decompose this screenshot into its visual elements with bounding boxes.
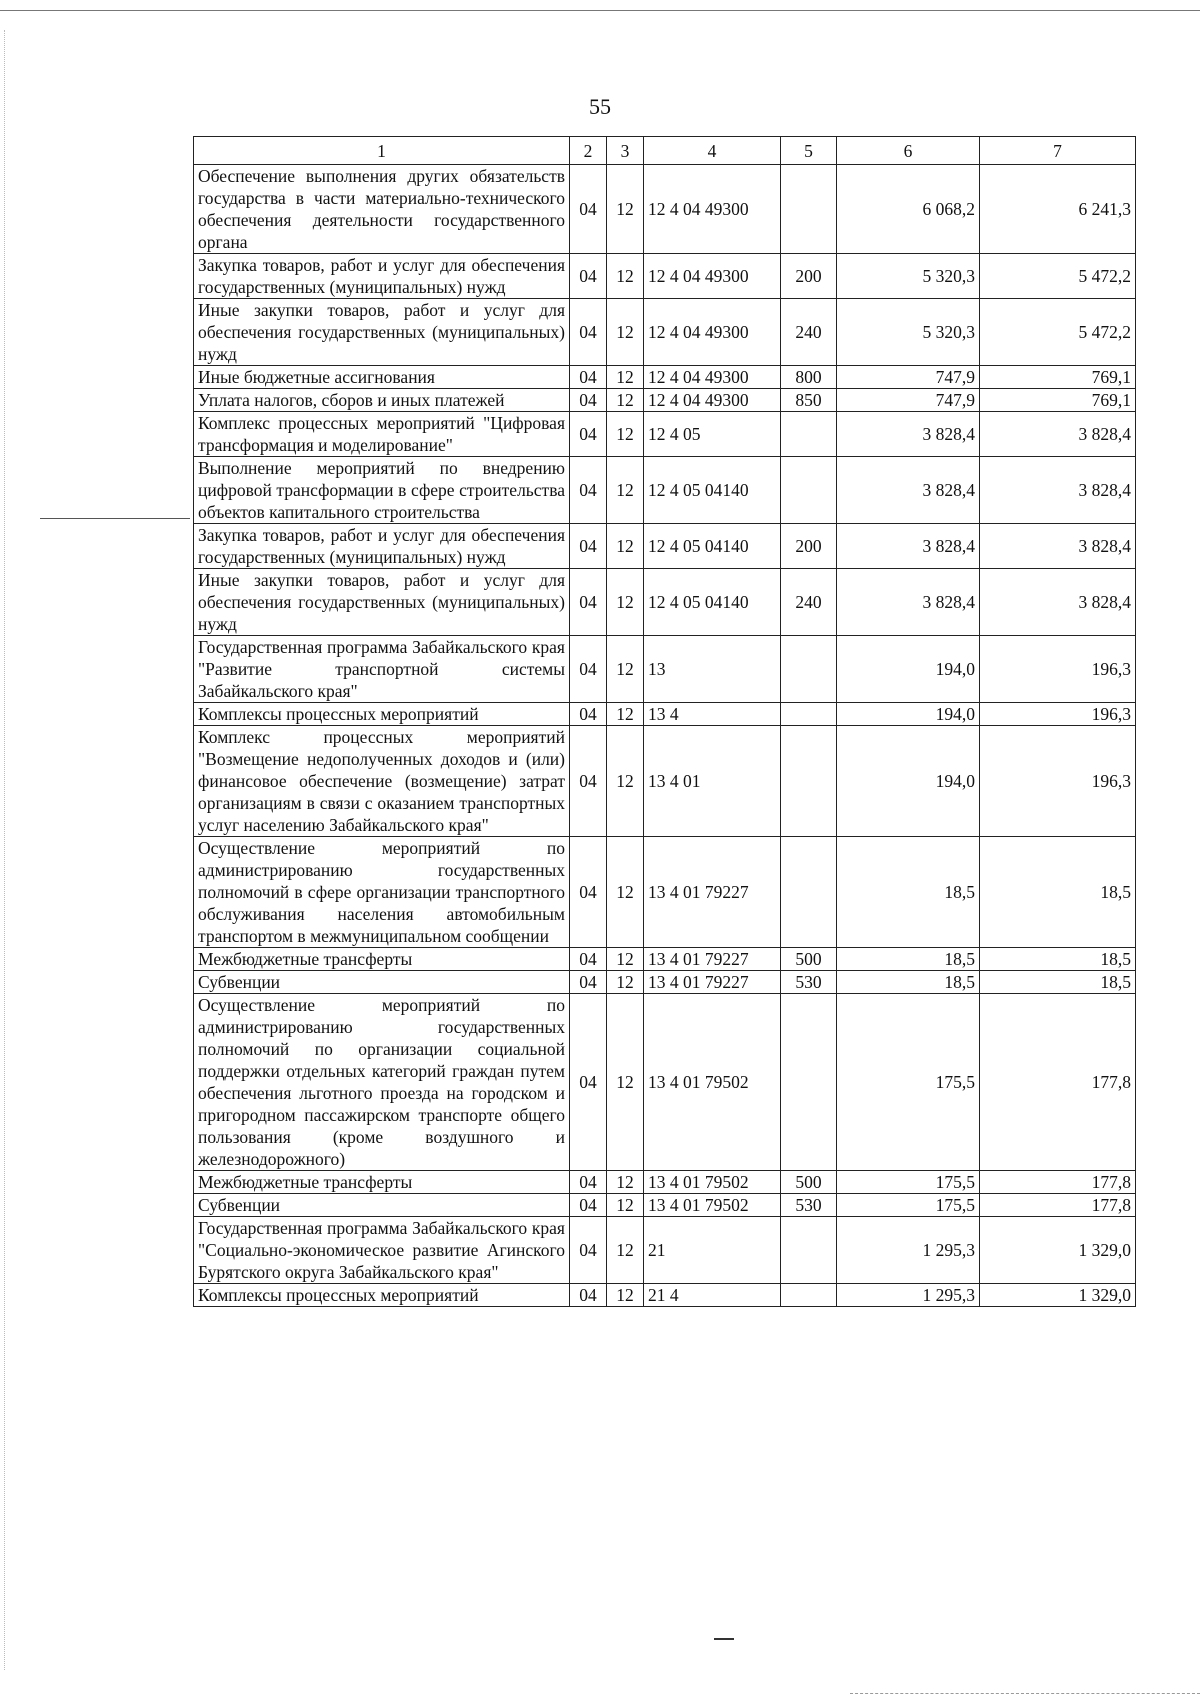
row-target-code: 13 4 01 79502: [644, 1171, 781, 1194]
row-name: Комплекс процессных мероприятий "Возмещение недополученных доходов и (или) финансовое обеспечение (возмещение) затрат организациям в связи с оказанием транспортных услуг населению Забайкальского края": [194, 726, 570, 837]
row-expense-type: [781, 636, 837, 703]
footer-dash: [714, 1638, 734, 1640]
row-target-code: 12 4 04 49300: [644, 254, 781, 299]
row-section: 04: [570, 994, 607, 1171]
row-amount-year2: 3 828,4: [980, 457, 1136, 524]
row-amount-year2: 177,8: [980, 1171, 1136, 1194]
row-expense-type: [781, 1284, 837, 1307]
row-name: Закупка товаров, работ и услуг для обеспечения государственных (муниципальных) нужд: [194, 254, 570, 299]
header-col-1: 1: [194, 137, 570, 165]
row-target-code: 12 4 04 49300: [644, 389, 781, 412]
row-expense-type: 530: [781, 971, 837, 994]
row-name: Комплекс процессных мероприятий "Цифровая трансформация и моделирование": [194, 412, 570, 457]
row-subsection: 12: [607, 569, 644, 636]
row-amount-year1: 5 320,3: [837, 254, 980, 299]
row-amount-year2: 1 329,0: [980, 1217, 1136, 1284]
row-expense-type: [781, 412, 837, 457]
row-name: Государственная программа Забайкальского края "Социально-экономическое развитие Агинского Бурятского округа Забайкальского края": [194, 1217, 570, 1284]
row-section: 04: [570, 837, 607, 948]
row-amount-year2: 769,1: [980, 366, 1136, 389]
row-target-code: 21: [644, 1217, 781, 1284]
table-row: [194, 366, 1136, 389]
row-subsection: 12: [607, 994, 644, 1171]
row-amount-year2: 196,3: [980, 636, 1136, 703]
row-amount-year1: 3 828,4: [837, 412, 980, 457]
row-amount-year2: 769,1: [980, 389, 1136, 412]
row-target-code: 13 4 01 79502: [644, 1194, 781, 1217]
row-amount-year2: 18,5: [980, 948, 1136, 971]
row-subsection: 12: [607, 837, 644, 948]
header-col-3: 3: [607, 137, 644, 165]
row-amount-year1: 6 068,2: [837, 165, 980, 254]
row-target-code: 13 4 01 79227: [644, 837, 781, 948]
header-col-2: 2: [570, 137, 607, 165]
row-amount-year1: 747,9: [837, 389, 980, 412]
row-amount-year1: 18,5: [837, 971, 980, 994]
row-section: 04: [570, 1171, 607, 1194]
table-row: [194, 389, 1136, 412]
row-expense-type: [781, 837, 837, 948]
row-subsection: 12: [607, 636, 644, 703]
row-subsection: 12: [607, 366, 644, 389]
row-expense-type: 530: [781, 1194, 837, 1217]
row-subsection: 12: [607, 726, 644, 837]
row-target-code: 12 4 04 49300: [644, 366, 781, 389]
scan-stray-line: [40, 518, 190, 519]
row-amount-year1: 1 295,3: [837, 1217, 980, 1284]
row-target-code: 12 4 05 04140: [644, 457, 781, 524]
row-section: 04: [570, 726, 607, 837]
row-amount-year2: 18,5: [980, 971, 1136, 994]
row-target-code: 21 4: [644, 1284, 781, 1307]
row-subsection: 12: [607, 254, 644, 299]
row-subsection: 12: [607, 524, 644, 569]
row-target-code: 13: [644, 636, 781, 703]
row-name: Комплексы процессных мероприятий: [194, 1284, 570, 1307]
row-expense-type: 500: [781, 1171, 837, 1194]
page-number: 55: [589, 94, 611, 119]
row-section: 04: [570, 636, 607, 703]
row-subsection: 12: [607, 1171, 644, 1194]
row-subsection: 12: [607, 948, 644, 971]
table-row: [194, 524, 1136, 569]
scan-edge-left: [4, 30, 5, 1670]
row-section: 04: [570, 971, 607, 994]
row-expense-type: 200: [781, 524, 837, 569]
table-row: [194, 1171, 1136, 1194]
row-expense-type: 200: [781, 254, 837, 299]
row-target-code: 12 4 05 04140: [644, 524, 781, 569]
table-row: [194, 703, 1136, 726]
row-amount-year2: 196,3: [980, 703, 1136, 726]
row-amount-year1: 18,5: [837, 837, 980, 948]
row-expense-type: 500: [781, 948, 837, 971]
row-subsection: 12: [607, 457, 644, 524]
row-amount-year1: 747,9: [837, 366, 980, 389]
budget-table: [193, 136, 1136, 1307]
row-name: Субвенции: [194, 1194, 570, 1217]
row-expense-type: 240: [781, 569, 837, 636]
row-section: 04: [570, 948, 607, 971]
row-section: 04: [570, 1217, 607, 1284]
row-amount-year2: 6 241,3: [980, 165, 1136, 254]
row-target-code: 12 4 04 49300: [644, 165, 781, 254]
row-expense-type: [781, 165, 837, 254]
row-target-code: 13 4 01 79227: [644, 948, 781, 971]
row-amount-year1: 175,5: [837, 994, 980, 1171]
row-name: Межбюджетные трансферты: [194, 948, 570, 971]
scan-edge-bottom: [850, 1693, 1200, 1694]
row-name: Обеспечение выполнения других обязательств государства в части материально-технического обеспечения деятельности государственного органа: [194, 165, 570, 254]
row-expense-type: [781, 726, 837, 837]
row-section: 04: [570, 366, 607, 389]
row-amount-year2: 177,8: [980, 994, 1136, 1171]
row-section: 04: [570, 389, 607, 412]
row-name: Комплексы процессных мероприятий: [194, 703, 570, 726]
row-name: Государственная программа Забайкальского края "Развитие транспортной системы Забайкальского края": [194, 636, 570, 703]
row-section: 04: [570, 254, 607, 299]
row-target-code: 13 4 01: [644, 726, 781, 837]
row-section: 04: [570, 1284, 607, 1307]
table-row: [194, 994, 1136, 1171]
row-subsection: 12: [607, 1284, 644, 1307]
row-name: Иные закупки товаров, работ и услуг для обеспечения государственных (муниципальных) нужд: [194, 569, 570, 636]
row-amount-year2: 3 828,4: [980, 412, 1136, 457]
row-section: 04: [570, 412, 607, 457]
header-col-5: 5: [781, 137, 837, 165]
table-row: [194, 1194, 1136, 1217]
row-amount-year2: 3 828,4: [980, 569, 1136, 636]
row-name: Иные бюджетные ассигнования: [194, 366, 570, 389]
row-name: Осуществление мероприятий по администрированию государственных полномочий по организации социальной поддержки отдельных категорий граждан путем обеспечения льготного проезда на городском и пригородном пассажирском транспорте общего пользования (кроме воздушного и железнодорожного): [194, 994, 570, 1171]
row-amount-year1: 175,5: [837, 1171, 980, 1194]
row-subsection: 12: [607, 1217, 644, 1284]
row-section: 04: [570, 524, 607, 569]
row-expense-type: [781, 1217, 837, 1284]
row-expense-type: [781, 457, 837, 524]
row-amount-year2: 3 828,4: [980, 524, 1136, 569]
table-row: [194, 1284, 1136, 1307]
row-subsection: 12: [607, 703, 644, 726]
row-amount-year1: 194,0: [837, 726, 980, 837]
row-target-code: 13 4: [644, 703, 781, 726]
row-amount-year1: 1 295,3: [837, 1284, 980, 1307]
row-expense-type: [781, 994, 837, 1171]
header-col-4: 4: [644, 137, 781, 165]
row-expense-type: 240: [781, 299, 837, 366]
table-row: [194, 165, 1136, 254]
row-amount-year1: 194,0: [837, 703, 980, 726]
row-amount-year1: 175,5: [837, 1194, 980, 1217]
row-amount-year1: 3 828,4: [837, 569, 980, 636]
row-amount-year2: 196,3: [980, 726, 1136, 837]
row-subsection: 12: [607, 412, 644, 457]
table-row: [194, 948, 1136, 971]
row-name: Закупка товаров, работ и услуг для обеспечения государственных (муниципальных) нужд: [194, 524, 570, 569]
table-row: [194, 254, 1136, 299]
header-col-7: 7: [980, 137, 1136, 165]
row-target-code: 12 4 05: [644, 412, 781, 457]
row-expense-type: [781, 703, 837, 726]
table-row: [194, 412, 1136, 457]
row-section: 04: [570, 299, 607, 366]
row-amount-year2: 18,5: [980, 837, 1136, 948]
table-row: [194, 1217, 1136, 1284]
table-row: [194, 636, 1136, 703]
row-amount-year1: 194,0: [837, 636, 980, 703]
row-name: Иные закупки товаров, работ и услуг для обеспечения государственных (муниципальных) нужд: [194, 299, 570, 366]
row-amount-year2: 1 329,0: [980, 1284, 1136, 1307]
row-amount-year1: 3 828,4: [837, 524, 980, 569]
scan-edge-top: [0, 10, 1200, 11]
table-row: [194, 971, 1136, 994]
table-row: [194, 726, 1136, 837]
row-section: 04: [570, 165, 607, 254]
table-header-row: [194, 137, 1136, 165]
row-section: 04: [570, 703, 607, 726]
row-subsection: 12: [607, 389, 644, 412]
row-name: Осуществление мероприятий по администрированию государственных полномочий в сфере организации транспортного обслуживания населения автомобильным транспортом в межмуниципальном сообщении: [194, 837, 570, 948]
row-expense-type: 800: [781, 366, 837, 389]
row-target-code: 12 4 04 49300: [644, 299, 781, 366]
row-subsection: 12: [607, 971, 644, 994]
row-amount-year1: 18,5: [837, 948, 980, 971]
row-name: Межбюджетные трансферты: [194, 1171, 570, 1194]
row-name: Субвенции: [194, 971, 570, 994]
table-row: [194, 569, 1136, 636]
table-row: [194, 457, 1136, 524]
row-amount-year1: 5 320,3: [837, 299, 980, 366]
row-amount-year1: 3 828,4: [837, 457, 980, 524]
row-section: 04: [570, 569, 607, 636]
row-target-code: 13 4 01 79227: [644, 971, 781, 994]
row-section: 04: [570, 1194, 607, 1217]
row-subsection: 12: [607, 165, 644, 254]
row-section: 04: [570, 457, 607, 524]
row-amount-year2: 177,8: [980, 1194, 1136, 1217]
row-amount-year2: 5 472,2: [980, 254, 1136, 299]
table-row: [194, 299, 1136, 366]
row-subsection: 12: [607, 299, 644, 366]
row-name: Выполнение мероприятий по внедрению цифровой трансформации в сфере строительства объектов капитального строительства: [194, 457, 570, 524]
row-target-code: 12 4 05 04140: [644, 569, 781, 636]
row-subsection: 12: [607, 1194, 644, 1217]
header-col-6: 6: [837, 137, 980, 165]
row-target-code: 13 4 01 79502: [644, 994, 781, 1171]
row-expense-type: 850: [781, 389, 837, 412]
row-name: Уплата налогов, сборов и иных платежей: [194, 389, 570, 412]
table-row: [194, 837, 1136, 948]
row-amount-year2: 5 472,2: [980, 299, 1136, 366]
